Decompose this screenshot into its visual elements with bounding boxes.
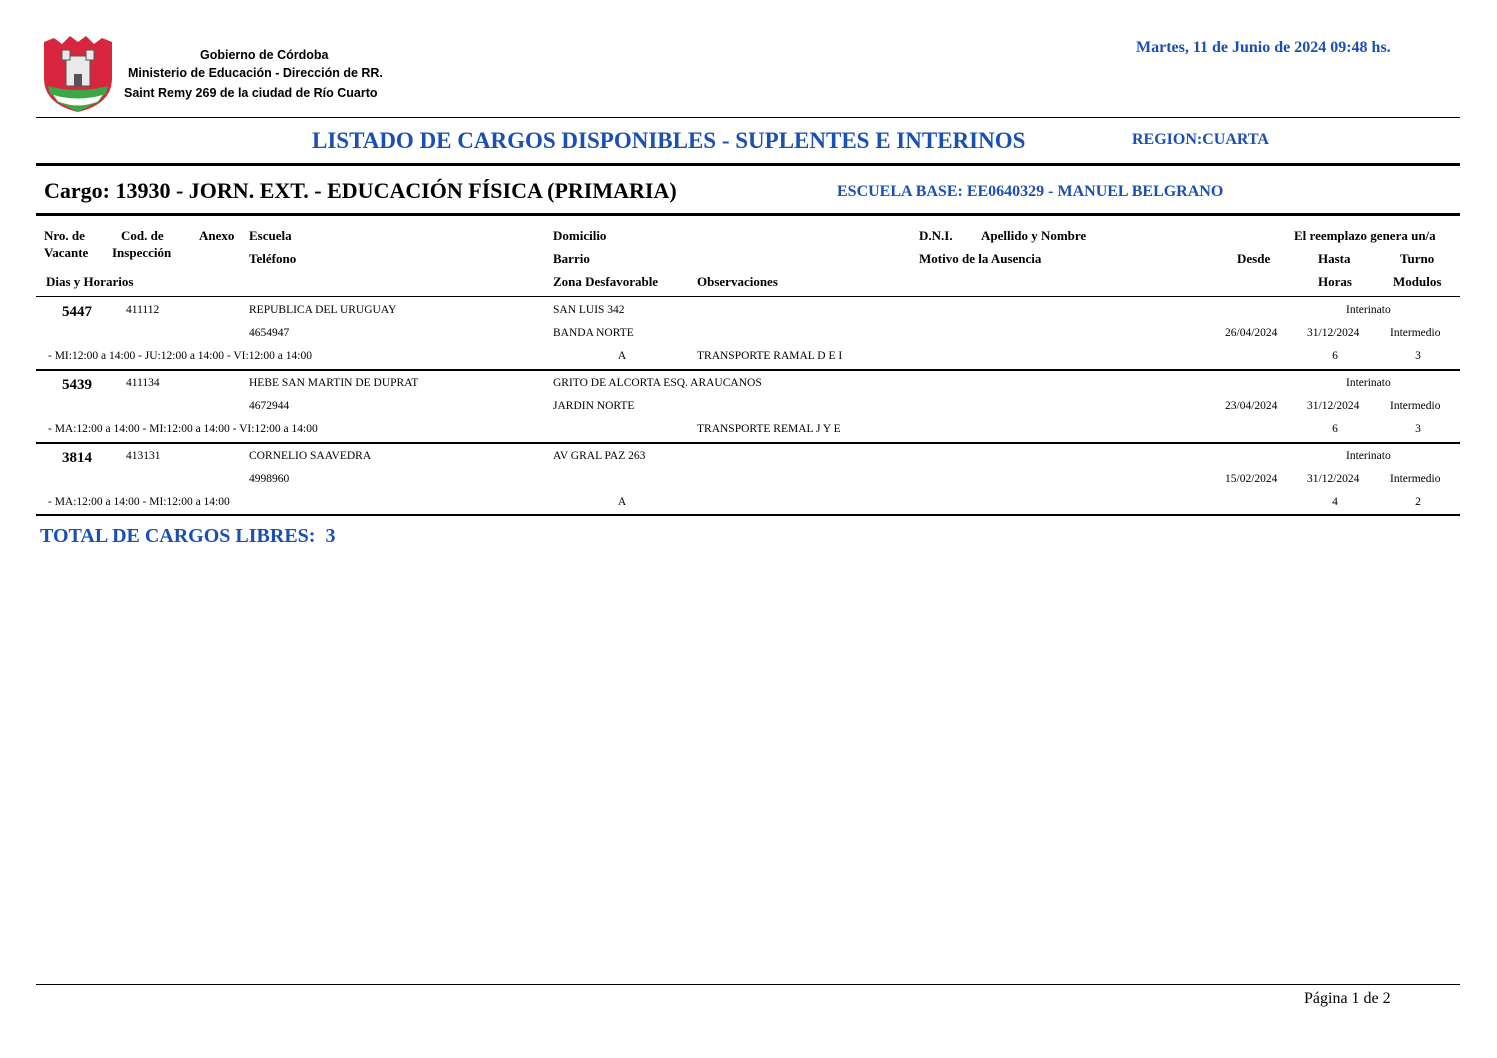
cod-inspeccion: 411134 xyxy=(126,377,160,389)
hasta-date: 31/12/2024 xyxy=(1307,327,1360,339)
institution-address: Saint Remy 269 de la ciudad de Río Cuarto xyxy=(124,86,378,100)
barrio: JARDIN NORTE xyxy=(553,400,635,412)
footer-divider xyxy=(36,984,1460,985)
telefono: 4998960 xyxy=(249,473,290,485)
cod-inspeccion: 413131 xyxy=(126,450,161,462)
escuela-name: HEBE SAN MARTIN DE DUPRAT xyxy=(249,377,419,389)
col-anexo: Anexo xyxy=(199,228,235,243)
col-barrio: Barrio xyxy=(553,251,590,266)
report-title: LISTADO DE CARGOS DISPONIBLES - SUPLENTES E INTERINOS xyxy=(312,128,1026,153)
col-horas: Horas xyxy=(1318,274,1352,289)
col-zona: Zona Desfavorable xyxy=(553,274,659,289)
row-divider xyxy=(36,442,1460,444)
horas: 6 xyxy=(1332,350,1338,362)
observaciones: TRANSPORTE REMAL J Y E xyxy=(697,423,841,435)
zona: A xyxy=(617,496,627,508)
domicilio: GRITO DE ALCORTA ESQ. ARAUCANOS xyxy=(553,377,762,389)
col-vacante: Vacante xyxy=(44,245,89,260)
turno: Intermedio xyxy=(1390,327,1441,339)
ministry-name: Ministerio de Educación - Dirección de RR. xyxy=(128,66,383,80)
desde-date: 26/04/2024 xyxy=(1225,327,1278,339)
col-apellido: Apellido y Nombre xyxy=(981,228,1087,243)
dias-horarios: - MI:12:00 a 14:00 - JU:12:00 a 14:00 - VI:12:00 a 14:00 xyxy=(48,350,312,362)
domicilio: SAN LUIS 342 xyxy=(553,304,625,316)
horas: 4 xyxy=(1332,496,1338,508)
modulos: 2 xyxy=(1415,496,1421,508)
col-dni: D.N.I. xyxy=(919,228,953,243)
vacante-number: 3814 xyxy=(62,450,92,466)
col-escuela: Escuela xyxy=(249,228,292,243)
header-row-divider xyxy=(36,296,1460,297)
modulos: 3 xyxy=(1415,423,1421,435)
escuela-base: ESCUELA BASE: EE0640329 - MANUEL BELGRANO xyxy=(837,183,1224,200)
col-reemplazo: El reemplazo genera un/a xyxy=(1294,228,1436,243)
col-domicilio: Domicilio xyxy=(553,228,607,243)
col-inspeccion: Inspección xyxy=(112,245,172,260)
row-divider xyxy=(36,369,1460,371)
col-dias-horarios: Dias y Horarios xyxy=(46,274,134,289)
turno: Intermedio xyxy=(1390,473,1441,485)
col-telefono: Teléfono xyxy=(249,251,297,266)
telefono: 4672944 xyxy=(249,400,290,412)
tipo-cargo: Interinato xyxy=(1346,304,1391,316)
observaciones: TRANSPORTE RAMAL D E I xyxy=(697,350,843,362)
desde-date: 15/02/2024 xyxy=(1225,473,1278,485)
cod-inspeccion: 411112 xyxy=(126,304,160,316)
cargo-divider xyxy=(36,213,1460,216)
total-cargos-libres: TOTAL DE CARGOS LIBRES: 3 xyxy=(40,525,336,547)
escuela-name: REPUBLICA DEL URUGUAY xyxy=(249,304,397,316)
zona: A xyxy=(617,350,627,362)
col-observaciones: Observaciones xyxy=(697,274,778,289)
turno: Intermedio xyxy=(1390,400,1441,412)
cargo-heading: Cargo: 13930 - JORN. EXT. - EDUCACIÓN FÍSICA (PRIMARIA) xyxy=(44,178,677,203)
domicilio: AV GRAL PAZ 263 xyxy=(553,450,646,462)
tipo-cargo: Interinato xyxy=(1346,377,1391,389)
col-cod-de: Cod. de xyxy=(121,228,164,243)
barrio: BANDA NORTE xyxy=(553,327,634,339)
col-nro-de: Nro. de xyxy=(44,228,85,243)
report-date: Martes, 11 de Junio de 2024 09:48 hs. xyxy=(1136,39,1391,56)
col-modulos: Modulos xyxy=(1393,274,1442,289)
header-divider xyxy=(36,117,1460,118)
region-label: REGION:CUARTA xyxy=(1132,131,1269,148)
col-turno: Turno xyxy=(1400,251,1435,266)
table-end-divider xyxy=(36,514,1460,516)
vacante-number: 5447 xyxy=(62,304,92,320)
dias-horarios: - MA:12:00 a 14:00 - MI:12:00 a 14:00 - VI:12:00 a 14:00 xyxy=(48,423,318,435)
cordoba-coat-of-arms-logo xyxy=(40,34,116,114)
hasta-date: 31/12/2024 xyxy=(1307,400,1360,412)
page-number: Página 1 de 2 xyxy=(1304,990,1391,1007)
title-divider xyxy=(36,163,1460,166)
dias-horarios: - MA:12:00 a 14:00 - MI:12:00 a 14:00 xyxy=(48,496,230,508)
horas: 6 xyxy=(1332,423,1338,435)
modulos: 3 xyxy=(1415,350,1421,362)
col-hasta: Hasta xyxy=(1318,251,1351,266)
vacante-number: 5439 xyxy=(62,377,92,393)
government-name: Gobierno de Córdoba xyxy=(200,48,329,62)
col-desde: Desde xyxy=(1237,251,1271,266)
telefono: 4654947 xyxy=(249,327,290,339)
hasta-date: 31/12/2024 xyxy=(1307,473,1360,485)
col-motivo: Motivo de la Ausencia xyxy=(919,251,1042,266)
desde-date: 23/04/2024 xyxy=(1225,400,1278,412)
tipo-cargo: Interinato xyxy=(1346,450,1391,462)
escuela-name: CORNELIO SAAVEDRA xyxy=(249,450,372,462)
